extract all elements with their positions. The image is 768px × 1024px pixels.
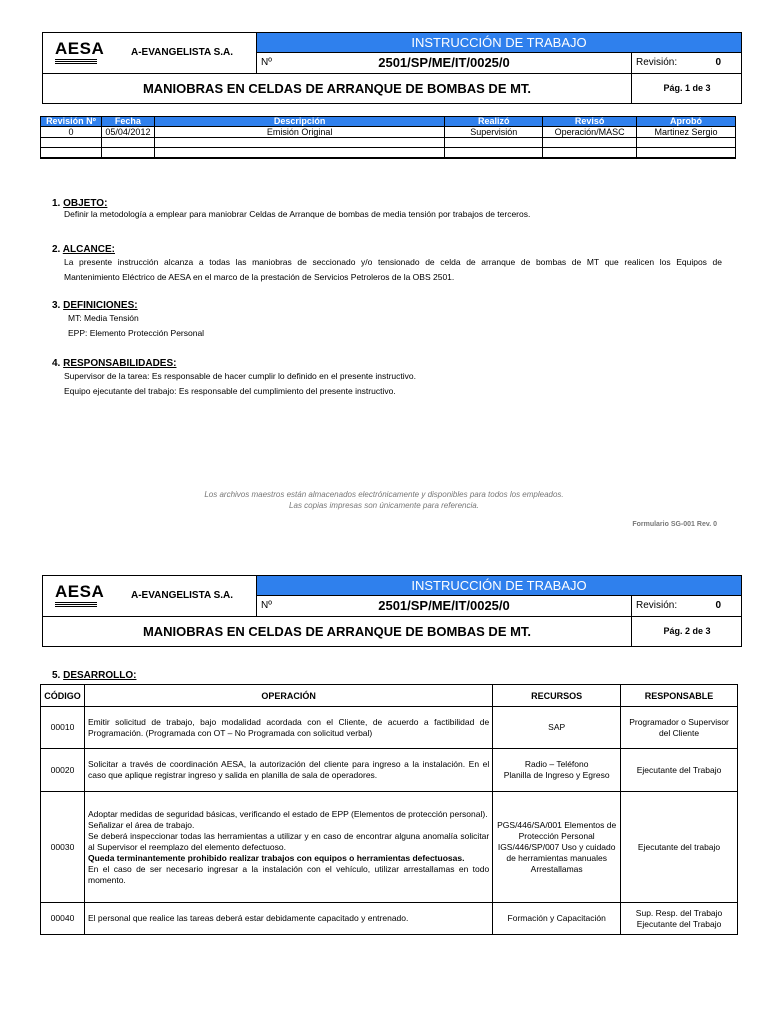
section-text-line1: Supervisor de la tarea: Es responsable de hacer cumplir lo definido en el presente instructivo. [64, 371, 416, 381]
resources-cell [493, 749, 621, 792]
table-row [41, 792, 738, 903]
table-cell [543, 148, 637, 159]
logo-lines [55, 602, 97, 608]
col-header: OPERACIÓN [84, 685, 492, 707]
page-number: Pág. 1 de 3 [663, 83, 711, 93]
instruction-band-title: INSTRUCCIÓN DE TRABAJO [257, 576, 741, 595]
col-header: CÓDIGO [41, 685, 85, 707]
resources-cell: SAP [493, 707, 621, 749]
responsible-cell [621, 903, 738, 935]
col-header: RECURSOS [493, 685, 621, 707]
section-heading: 5. DESARROLLO: [52, 670, 137, 681]
section-title: DESARROLLO: [63, 670, 137, 681]
revision-table [40, 116, 736, 159]
footer-note-line1: Los archivos maestros están almacenados electrónicamente y disponibles para todos los empleados. [204, 490, 564, 499]
section-responsabilidades [52, 358, 722, 399]
document-code: 2501/SP/ME/IT/0025/0 [378, 55, 510, 70]
company-name: A-EVANGELISTA S.A. [131, 47, 234, 58]
logo-cell [43, 576, 257, 616]
section-text-line2: Mantenimiento Eléctrico de AESA en el marco de la prestación de Servicios Petroleros de la OBS 2501. [64, 272, 455, 282]
number-label: Nº [261, 57, 272, 68]
section-text: Definir la metodología a emplear para maniobrar Celdas de Arranque de bombas de media tensión por trabajos de terceros. [64, 209, 531, 219]
col-header: Realizó [445, 117, 543, 127]
page-number: Pág. 2 de 3 [663, 626, 711, 636]
desarrollo-table [40, 684, 738, 935]
section-definiciones [52, 300, 722, 341]
desarrollo-table-header [41, 685, 738, 707]
section-title: OBJETO: [63, 198, 108, 209]
table-cell [41, 138, 102, 148]
table-cell [154, 138, 444, 148]
responsible-cell: Ejecutante del trabajo [621, 792, 738, 903]
responsible-line: Ejecutante del Trabajo [636, 918, 722, 929]
table-cell [445, 138, 543, 148]
code-cell: 00030 [41, 792, 85, 903]
section-text-line2: Equipo ejecutante del trabajo: Es responsable del cumplimiento del presente instructivo. [64, 386, 396, 396]
title-row [43, 73, 741, 103]
section-desarrollo [52, 670, 136, 681]
operation-cell: Emitir solicitud de trabajo, bajo modalidad acordada con el Cliente, de acuerdo a factibilidad de Programación. (Programada con OT – No Programada con solicitud verbal) [84, 707, 492, 749]
document-header-page1 [42, 32, 742, 104]
doc-number-row [257, 52, 741, 73]
resources-cell: Formación y Capacitación [493, 903, 621, 935]
table-row [41, 127, 736, 138]
logo-cell [43, 33, 257, 73]
number-label: Nº [261, 600, 272, 611]
resources-cell [493, 792, 621, 903]
section-heading: 3. DEFINICIONES: [52, 300, 138, 311]
table-row [41, 138, 736, 148]
document-code: 2501/SP/ME/IT/0025/0 [378, 598, 510, 613]
footer-note-line2: Las copias impresas son únicamente para referencia. [289, 501, 479, 510]
section-alcance [52, 244, 722, 285]
page-cell [631, 617, 741, 647]
code-cell: 00020 [41, 749, 85, 792]
section-title: ALCANCE: [62, 244, 115, 255]
table-cell [637, 148, 736, 159]
section-heading: 4. RESPONSABILIDADES: [52, 358, 177, 369]
revision-value: 0 [715, 57, 721, 68]
page-cell [631, 74, 741, 104]
form-reference: Formulario SG-001 Rev. 0 [632, 521, 717, 528]
company-name: A-EVANGELISTA S.A. [131, 590, 234, 601]
table-cell: Operación/MASC [543, 127, 637, 138]
document-title: MANIOBRAS EN CELDAS DE ARRANQUE DE BOMBAS DE MT. [142, 624, 532, 639]
table-row [41, 749, 738, 792]
code-cell: 00010 [41, 707, 85, 749]
operation-cell: El personal que realice las tareas deberá estar debidamente capacitado y entrenado. [84, 903, 492, 935]
table-cell [101, 148, 154, 159]
responsible-cell: Programador o Supervisor del Cliente [621, 707, 738, 749]
section-text-line1: La presente instrucción alcanza a todas las maniobras de seccionado y/o tensionado de celda de arranque de bombas de MT que realicen los Equipos de [64, 257, 722, 267]
operation-cell [84, 792, 492, 903]
table-cell [101, 138, 154, 148]
operation-line: Adoptar medidas de seguridad básicas, verificando el estado de EPP (Elementos de protección personal). [87, 808, 488, 819]
table-cell [41, 148, 102, 159]
table-cell [445, 148, 543, 159]
table-cell [543, 138, 637, 148]
revision-label: Revisión: [636, 600, 678, 611]
section-text-line2: EPP: Elemento Protección Personal [68, 328, 205, 338]
col-header: Fecha [101, 117, 154, 127]
document-header-page2 [42, 575, 742, 647]
table-cell [154, 148, 444, 159]
title-row [43, 616, 741, 646]
table-cell [637, 138, 736, 148]
section-heading: 1. OBJETO: [52, 198, 108, 209]
code-cell: 00040 [41, 903, 85, 935]
resource-line: Planilla de Ingreso y Egreso [503, 770, 610, 780]
document-title: MANIOBRAS EN CELDAS DE ARRANQUE DE BOMBAS DE MT. [142, 81, 532, 96]
table-cell: Martinez Sergio [637, 127, 736, 138]
responsible-cell: Ejecutante del Trabajo [621, 749, 738, 792]
instruction-band-title: INSTRUCCIÓN DE TRABAJO [257, 33, 741, 52]
table-cell: Emisión Original [154, 127, 444, 138]
section-heading: 2. ALCANCE: [52, 244, 115, 255]
table-row [41, 148, 736, 159]
revision-table-header [41, 117, 736, 127]
table-cell: 0 [41, 127, 102, 138]
table-cell: 05/04/2012 [101, 127, 154, 138]
table-row [41, 707, 738, 749]
section-title: RESPONSABILIDADES: [63, 358, 177, 369]
revision-value: 0 [715, 600, 721, 611]
operation-line: Se deberá inspeccionar todas las herramientas a utilizar y en caso de encontrar alguna anomalía solicitar al Supervisor el reemplazo del elemento defectuoso. [87, 830, 490, 852]
resource-line: PGS/446/SA/001 Elementos de Protección Personal [497, 819, 617, 841]
col-header: Revisión Nº [41, 117, 102, 127]
operation-line: En el caso de ser necesario ingresar a la instalación con el vehículo, utilizar arrestallamas en todo momento. [87, 863, 490, 885]
operation-warning: Queda terminantemente prohibido realizar trabajos con equipos o herramientas defectuosas. [87, 852, 465, 863]
responsible-line: Sup. Resp. del Trabajo [635, 907, 723, 918]
section-text-line1: MT: Media Tensión [68, 313, 139, 323]
col-header: Revisó [543, 117, 637, 127]
col-header: Descripción [154, 117, 444, 127]
revision-label: Revisión: [636, 57, 678, 68]
resource-line: Arrestallamas [530, 863, 583, 874]
section-objeto [52, 198, 722, 220]
resource-line: IGS/446/SP/007 Uso y cuidado de herramientas manuales [497, 841, 616, 863]
table-cell: Supervisión [445, 127, 543, 138]
table-row [41, 903, 738, 935]
col-header: RESPONSABLE [621, 685, 738, 707]
col-header: Aprobó [637, 117, 736, 127]
aesa-logo: AESA [55, 39, 105, 58]
logo-lines [55, 59, 97, 65]
revision-cell [631, 596, 741, 616]
operation-cell: Solicitar a través de coordinación AESA, la autorización del cliente para ingreso a la instalación. En el caso que aplique registrar ingreso y salida en planilla de sala de operadores. [84, 749, 492, 792]
revision-cell [631, 53, 741, 73]
operation-line: Señalizar el área de trabajo. [87, 819, 195, 830]
resource-line: Radio – Teléfono [524, 759, 589, 769]
doc-number-row [257, 595, 741, 616]
section-title: DEFINICIONES: [63, 300, 138, 311]
aesa-logo: AESA [55, 582, 105, 601]
